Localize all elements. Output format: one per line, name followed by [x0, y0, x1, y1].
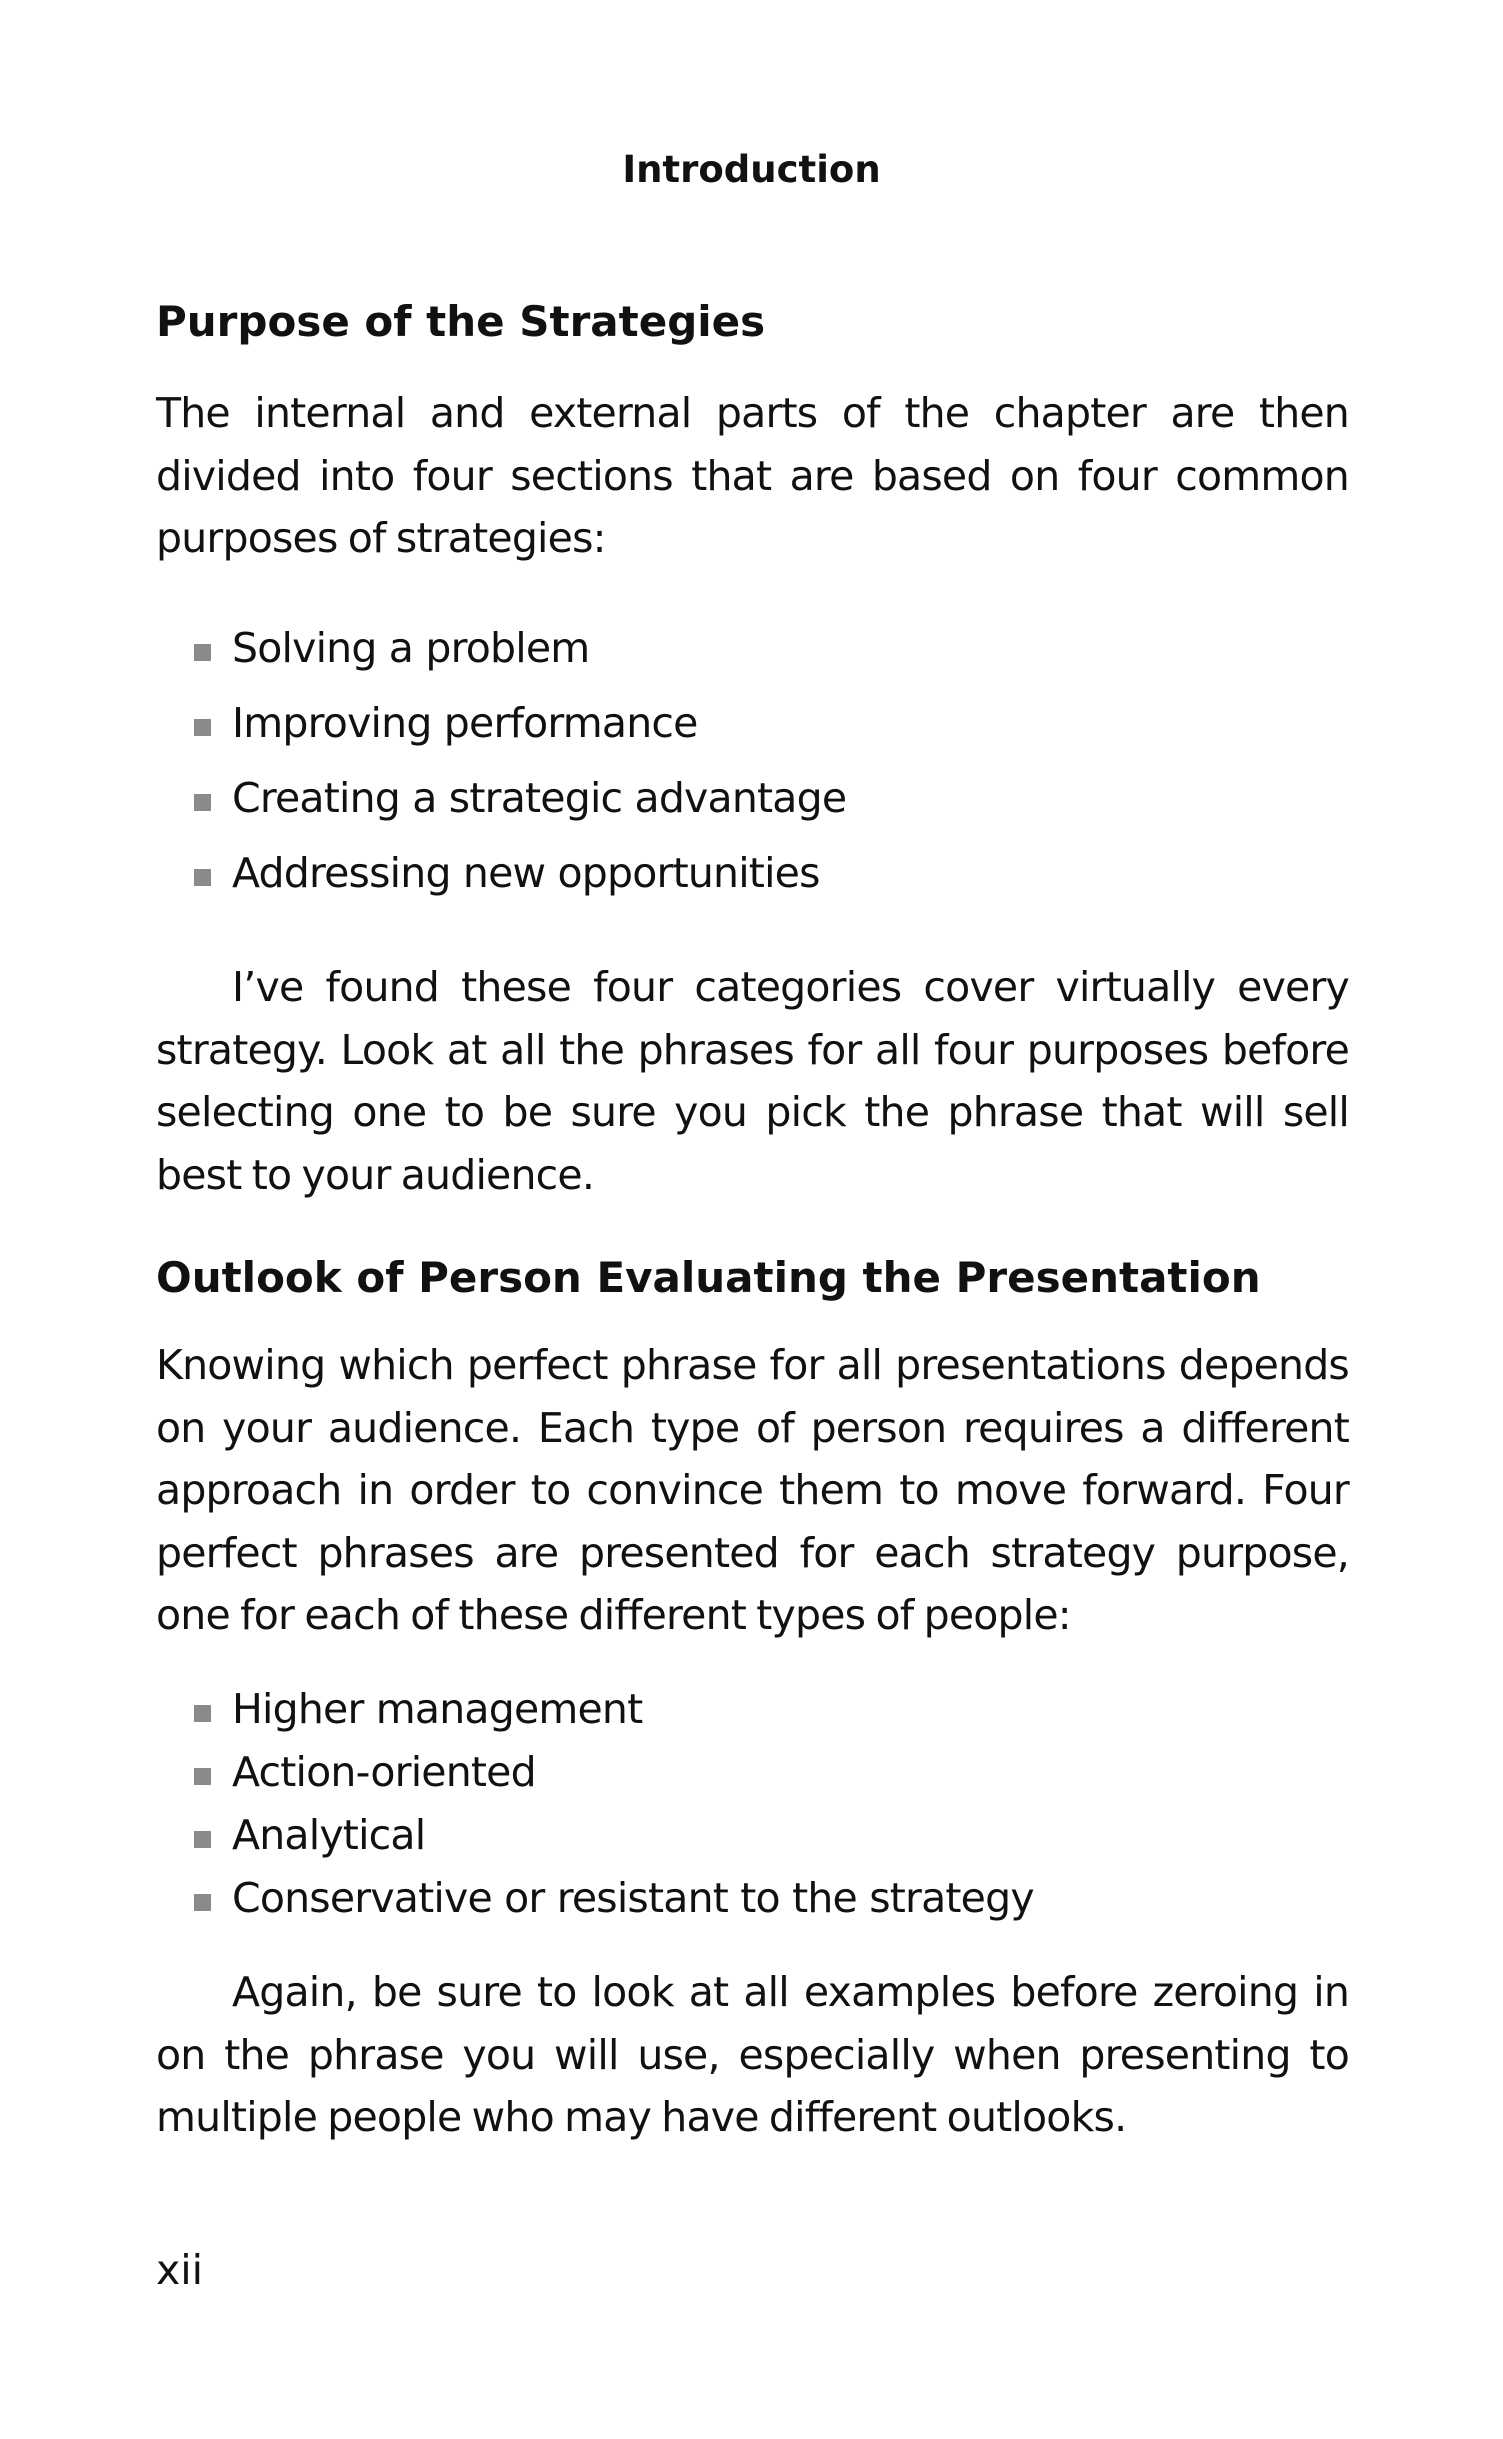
square-bullet-icon — [194, 794, 211, 811]
section-heading-purpose: Purpose of the Strategies — [156, 297, 766, 346]
list-item-text: Improving performance — [232, 699, 698, 747]
list-item-text: Creating a strategic advantage — [232, 774, 847, 822]
list-item-text: Solving a problem — [232, 624, 590, 672]
outlook-list — [194, 1678, 1349, 1930]
outlook-followup-paragraph: Again, be sure to look at all examples before zeroing in on the phrase you will use, especially when presenting to multiple people who may have different outlooks. — [156, 1968, 1349, 2141]
purpose-intro-paragraph: The internal and external parts of the chapter are then divided into four sections that are based on four common purposes of strategies: — [156, 389, 1349, 562]
outlook-intro-paragraph: Knowing which perfect phrase for all presentations depends on your audience. Each type of person requires a different approach in order to convince them to move forward. Four perfect phrases are presented for each strategy purpose, one for each of these different types of people: — [156, 1341, 1349, 1639]
list-item — [194, 617, 1349, 692]
list-item-text: Higher management — [232, 1685, 643, 1733]
purpose-list — [194, 617, 1349, 917]
square-bullet-icon — [194, 869, 211, 886]
list-item — [194, 1678, 1349, 1741]
square-bullet-icon — [194, 719, 211, 736]
section-heading-outlook: Outlook of Person Evaluating the Presentation — [156, 1253, 1261, 1302]
list-item — [194, 1741, 1349, 1804]
list-item-text: Addressing new opportunities — [232, 849, 820, 897]
purpose-followup-paragraph: I’ve found these four categories cover virtually every strategy. Look at all the phrases for all four purposes before selecting one to be sure you pick the phrase that will sell best to your audience. — [156, 963, 1349, 1199]
square-bullet-icon — [194, 1705, 211, 1722]
list-item-text: Conservative or resistant to the strategy — [232, 1874, 1034, 1922]
list-item — [194, 1867, 1349, 1930]
square-bullet-icon — [194, 644, 211, 661]
page-number: xii — [156, 2246, 204, 2294]
list-item — [194, 842, 1349, 917]
running-head: Introduction — [622, 148, 881, 191]
list-item — [194, 1804, 1349, 1867]
square-bullet-icon — [194, 1831, 211, 1848]
list-item-text: Analytical — [232, 1811, 426, 1859]
square-bullet-icon — [194, 1894, 211, 1911]
list-item-text: Action-oriented — [232, 1748, 536, 1796]
square-bullet-icon — [194, 1768, 211, 1785]
list-item — [194, 767, 1349, 842]
list-item — [194, 692, 1349, 767]
